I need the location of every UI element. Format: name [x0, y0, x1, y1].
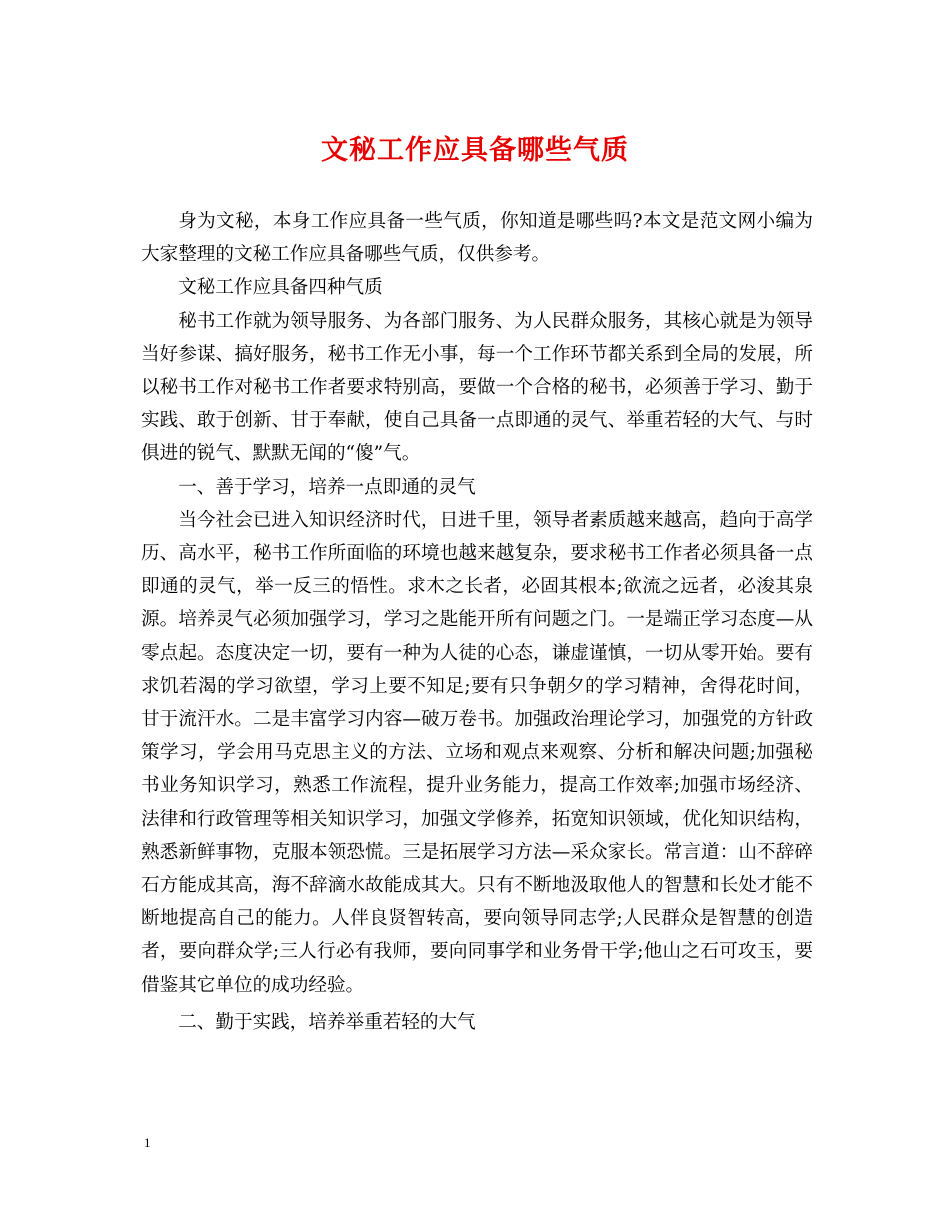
body-paragraph-learning: 当今社会已进入知识经济时代，日进千里，领导者素质越来越高，趋向于高学历、高水平，秘书工作所面临的环境也越来越复杂，要求秘书工作者必须具备一点即通的灵气，举一反三的悟性。求木之长者，必固其根本;欲流之远者，必浚其泉源。培养灵气必须加强学习，学习之匙能开所有问题之门。一是端正学习态度—从零点起。态度决定一切，要有一种为人徒的心态，谦虚谨慎，一切从零开始。要有求饥若渴的学习欲望，学习上要不知足;要有只争朝夕的学习精神，舍得花时间，甘于流汗水。二是丰富学习内容—破万卷书。加强政治理论学习，加强党的方针政策学习，学会用马克思主义的方法、立场和观点来观察、分析和解决问题;加强秘书业务知识学习，熟悉工作流程，提升业务能力，提高工作效率;加强市场经济、法律和行政管理等相关知识学习，加强文学修养，拓宽知识领域，优化知识结构，熟悉新鲜事物，克服本领恐慌。三是拓展学习方法—采众家长。常言道：山不辞碎石方能成其高，海不辞滴水故能成其大。只有不断地汲取他人的智慧和长处才能不断地提高自己的能力。人伴良贤智转高，要向领导同志学;人民群众是智慧的创造者，要向群众学;三人行必有我师，要向同事学和业务骨干学;他山之石可攻玉，要借鉴其它单位的成功经验。 [141, 509, 813, 996]
section-heading-four-qualities: 文秘工作应具备四种气质 [178, 277, 383, 299]
body-paragraph-overview: 秘书工作就为领导服务、为各部门服务、为人民群众服务，其核心就是为领导当好参谋、搞好服务，秘书工作无小事，每一个工作环节都关系到全局的发展，所以秘书工作对秘书工作者要求特别高，要做一个合格的秘书，必须善于学习、勤于实践、敢于创新、甘于奉献，使自己具备一点即通的灵气、举重若轻的大气、与时俱进的锐气、默默无闻的“傻”气。 [141, 310, 813, 465]
intro-paragraph: 身为文秘，本身工作应具备一些气质，你知道是哪些吗?本文是范文网小编为大家整理的文秘工作应具备哪些气质，仅供参考。 [141, 211, 813, 266]
page-number: 1 [144, 1135, 151, 1150]
document-body [141, 205, 813, 1039]
section-heading-practice: 二、勤于实践，培养举重若轻的大气 [178, 1011, 476, 1033]
page-title: 文秘工作应具备哪些气质 [321, 135, 629, 166]
section-heading-learning: 一、善于学习，培养一点即通的灵气 [178, 476, 476, 498]
